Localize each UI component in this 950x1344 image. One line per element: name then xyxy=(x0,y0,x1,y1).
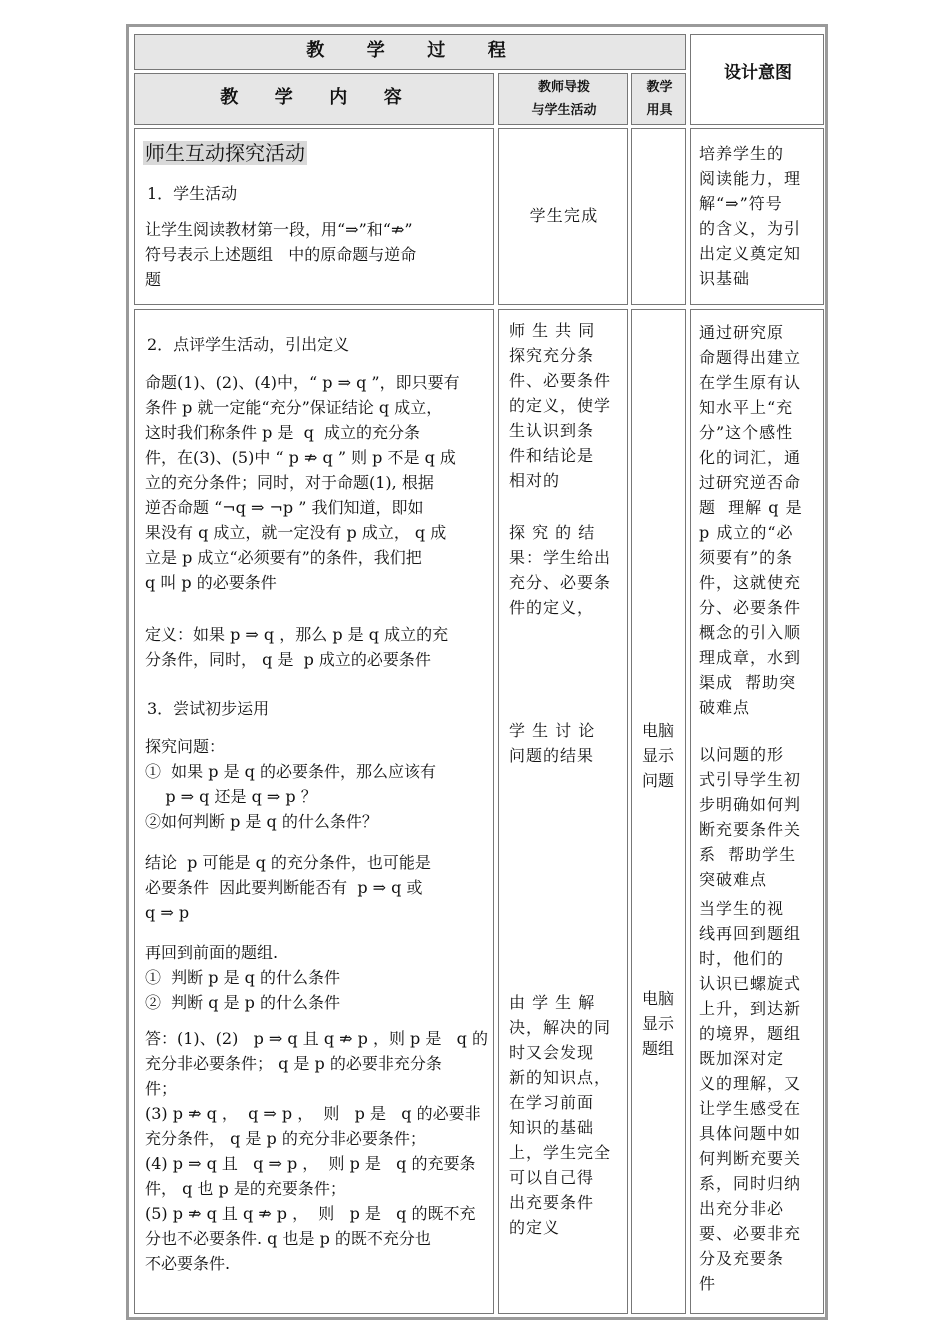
tools2-line: 题组 xyxy=(642,1039,675,1058)
header-guide-cell xyxy=(498,73,628,125)
para1-line: 立的充分条件；同时，对于命题(1), 根据 xyxy=(145,473,434,492)
row1-guide-cell xyxy=(498,128,628,305)
intent3-line: 系，同时归纳 xyxy=(699,1174,802,1193)
tools2-line: 电脑 xyxy=(642,989,675,1008)
guide1-line: 探究充分条 xyxy=(509,346,595,365)
intent1-line: 渠成 帮助突 xyxy=(699,673,797,692)
row1-content-cell xyxy=(134,128,494,305)
intent3-line: 上升，到达新 xyxy=(699,999,802,1018)
guide4-line: 上，学生完全 xyxy=(509,1143,612,1162)
guide3-line: 学 生 讨 论 xyxy=(509,721,596,740)
intent3-line: 让学生感受在 xyxy=(699,1099,802,1118)
intent1-line: 理成章，水到 xyxy=(699,648,802,667)
intent3-line: 的境界，题组 xyxy=(699,1024,802,1043)
tools1-line: 电脑 xyxy=(642,721,675,740)
back-line: ② 判断 q 是 p 的什么条件 xyxy=(145,993,341,1012)
definition-line: 分条件，同时， q 是 p 成立的必要条件 xyxy=(145,650,431,669)
intent3-line: 要、必要非充 xyxy=(699,1224,802,1243)
row1-para-line1: 让学生阅读教材第一段，用“⇒”和“⇏” xyxy=(145,220,413,239)
header-process-cell xyxy=(134,34,686,70)
guide2-line: 果：学生给出 xyxy=(509,548,612,567)
answers-line: 答：(1)、(2) p ⇒ q 且 q ⇏ p ，则 p 是 q 的 xyxy=(145,1029,488,1048)
row1-item1: 1．学生活动 xyxy=(147,184,238,203)
intent2-line: 步明确如何判 xyxy=(699,795,802,814)
header-process: 教 学 过 程 xyxy=(306,40,516,61)
intent1-line: 在学生原有认 xyxy=(699,373,802,392)
row1-title xyxy=(143,139,307,167)
guide1-line: 生认识到条 xyxy=(509,421,595,440)
guide4-line: 在学习前面 xyxy=(509,1093,595,1112)
header-tools-line1: 教学 xyxy=(646,80,673,95)
explore-line: 探究问题： xyxy=(145,737,226,756)
answers-line: 充分条件， q 是 p 的充分非必要条件； xyxy=(145,1129,426,1148)
intent3-line: 当学生的视 xyxy=(699,899,785,918)
header-guide-line1: 教师导拨 xyxy=(537,80,590,95)
intent1-line: 分、必要条件 xyxy=(699,598,802,617)
explore-line: p ⇒ q 还是 q ⇒ p ？ xyxy=(145,787,317,806)
answers-line: 分也不必要条件. q 也是 p 的既不充分也 xyxy=(145,1229,431,1248)
tools2-line: 显示 xyxy=(642,1014,675,1033)
answers-line: (5) p ⇏ q 且 q ⇏ p ， 则 p 是 q 的既不充 xyxy=(145,1204,476,1223)
conclusion-line: 必要条件 因此要判断能否有 p ⇒ q 或 xyxy=(145,878,423,897)
intent3-line: 线再回到题组 xyxy=(699,924,802,943)
row1-guide: 学生完成 xyxy=(529,206,599,225)
guide1-line: 师 生 共 同 xyxy=(509,321,596,340)
row1-intent-cell xyxy=(690,128,824,305)
para1-line: 条件 p 就一定能“充分”保证结论 q 成立， xyxy=(145,398,443,417)
row1-intent-line: 阅读能力，理 xyxy=(699,169,802,188)
row2-intent-cell xyxy=(690,309,824,1314)
row2-content-cell xyxy=(134,309,494,1314)
intent3-line: 件 xyxy=(699,1274,717,1293)
header-guide-line2: 与学生活动 xyxy=(531,103,597,118)
intent2-line: 断充要条件关 xyxy=(699,820,802,839)
guide3-line: 问题的结果 xyxy=(509,746,595,765)
intent1-line: 须要有”的条 xyxy=(699,548,794,567)
row1-intent-line: 的含义，为引 xyxy=(699,219,802,238)
intent2-line: 式引导学生初 xyxy=(699,770,802,789)
intent1-line: 命题得出建立 xyxy=(699,348,802,367)
header-intent-cell xyxy=(690,34,824,125)
intent1-line: 知水平上“充 xyxy=(699,398,794,417)
row2-guide-cell xyxy=(498,309,628,1314)
intent3-line: 具体问题中如 xyxy=(699,1124,802,1143)
guide4-line: 新的知识点， xyxy=(509,1068,612,1087)
intent1-line: 题 理解 q 是 xyxy=(699,498,803,517)
para1-line: 果没有 q 成立，就一定没有 p 成立， q 成 xyxy=(145,523,447,542)
intent1-line: 过研究逆否命 xyxy=(699,473,802,492)
row2-item3: 3．尝试初步运用 xyxy=(147,699,270,718)
row2-tools-cell xyxy=(631,309,686,1314)
para1-line: 这时我们称条件 p 是 q 成立的充分条 xyxy=(145,423,421,442)
guide4-line: 时又会发现 xyxy=(509,1043,595,1062)
intent3-line: 时，他们的 xyxy=(699,949,785,968)
intent3-line: 义的理解，又 xyxy=(699,1074,802,1093)
guide2-line: 充分、必要条 xyxy=(509,573,612,592)
answers-line: 充分非必要条件； q 是 p 的必要非充分条 xyxy=(145,1054,442,1073)
guide4-line: 知识的基础 xyxy=(509,1118,595,1137)
explore-line: ②如何判断 p 是 q 的什么条件？ xyxy=(145,812,378,831)
answers-line: (3) p ⇏ q ， q ⇒ p ， 则 p 是 q 的必要非 xyxy=(145,1104,481,1123)
explore-line: ① 如果 p 是 q 的必要条件，那么应该有 xyxy=(145,762,437,781)
para1-line: 件，在(3)、(5)中 “ p ⇏ q ” 则 p 不是 q 成 xyxy=(145,448,456,467)
header-tools-cell xyxy=(631,73,686,125)
para1-line: 命题(1)、(2)、(4)中，“ p ⇒ q ”，即只要有 xyxy=(145,373,460,392)
guide4-line: 由 学 生 解 xyxy=(509,993,596,1012)
answers-line: (4) p ⇒ q 且 q ⇒ p ， 则 p 是 q 的充要条 xyxy=(145,1154,476,1173)
para1-line: 立是 p 成立“必须要有”的条件，我们把 xyxy=(145,548,422,567)
back-line: ① 判断 p 是 q 的什么条件 xyxy=(145,968,341,987)
answers-line: 件； xyxy=(145,1079,178,1098)
header-tools-line2: 用具 xyxy=(646,103,673,118)
header-intent: 设计意图 xyxy=(724,63,792,83)
row1-intent-line: 出定义奠定知 xyxy=(699,244,802,263)
intent3-line: 既加深对定 xyxy=(699,1049,785,1068)
intent1-line: 化的词汇，通 xyxy=(699,448,802,467)
intent2-line: 突破难点 xyxy=(699,870,768,889)
intent1-line: 通过研究原 xyxy=(699,323,785,342)
guide4-line: 决，解决的同 xyxy=(509,1018,612,1037)
answers-line: 不必要条件. xyxy=(145,1254,231,1273)
intent1-line: 概念的引入顺 xyxy=(699,623,802,642)
definition-line: 定义：如果 p ⇒ q ，那么 p 是 q 成立的充 xyxy=(145,625,449,644)
header-content-cell xyxy=(134,73,494,125)
intent2-line: 以问题的形 xyxy=(699,745,785,764)
guide1-line: 件和结论是 xyxy=(509,446,595,465)
intent2-line: 系 帮助学生 xyxy=(699,845,797,864)
intent1-line: 件，这就使充 xyxy=(699,573,802,592)
row1-intent-line: 培养学生的 xyxy=(699,144,785,163)
guide2-line: 探 究 的 结 xyxy=(509,523,596,542)
row1-title-text: 师生互动探究活动 xyxy=(145,141,305,165)
conclusion-line: q ⇒ p xyxy=(145,903,190,922)
intent3-line: 分及充要条 xyxy=(699,1249,785,1268)
para1-line: q 叫 p 的必要条件 xyxy=(145,573,277,592)
row1-intent-line: 解“⇒”符号 xyxy=(699,194,783,213)
guide4-line: 出充要条件 xyxy=(509,1193,595,1212)
tools1-line: 显示 xyxy=(642,746,675,765)
intent1-line: 破难点 xyxy=(699,698,751,717)
intent1-line: p 成立的“必 xyxy=(699,523,794,542)
guide4-line: 可以自己得 xyxy=(509,1168,595,1187)
answers-line: 件， q 也 p 是的充要条件； xyxy=(145,1179,346,1198)
row2-item2: 2．点评学生活动，引出定义 xyxy=(147,335,350,354)
guide4-line: 的定义 xyxy=(509,1218,561,1237)
guide1-line: 件、必要条件 xyxy=(509,371,612,390)
intent1-line: 分”这个感性 xyxy=(699,423,794,442)
intent3-line: 何判断充要关 xyxy=(699,1149,802,1168)
tools1-line: 问题 xyxy=(642,771,675,790)
row1-para-line2: 符号表示上述题组 中的原命题与逆命 xyxy=(145,245,417,264)
back-line: 再回到前面的题组. xyxy=(145,943,279,962)
guide1-line: 相对的 xyxy=(509,471,561,490)
conclusion-line: 结论 p 可能是 q 的充分条件，也可能是 xyxy=(145,853,431,872)
guide2-line: 件的定义， xyxy=(509,598,595,617)
row1-intent-line: 识基础 xyxy=(699,269,751,288)
intent3-line: 认识已螺旋式 xyxy=(699,974,802,993)
header-content: 教 学 内 容 xyxy=(220,87,410,108)
para1-line: 逆否命题 “¬q ⇒ ¬p ” 我们知道，即如 xyxy=(145,498,424,517)
intent3-line: 出充分非必 xyxy=(699,1199,785,1218)
guide1-line: 的定义，使学 xyxy=(509,396,612,415)
row1-para-line3: 题 xyxy=(145,270,162,289)
row1-tools-cell xyxy=(631,128,686,305)
